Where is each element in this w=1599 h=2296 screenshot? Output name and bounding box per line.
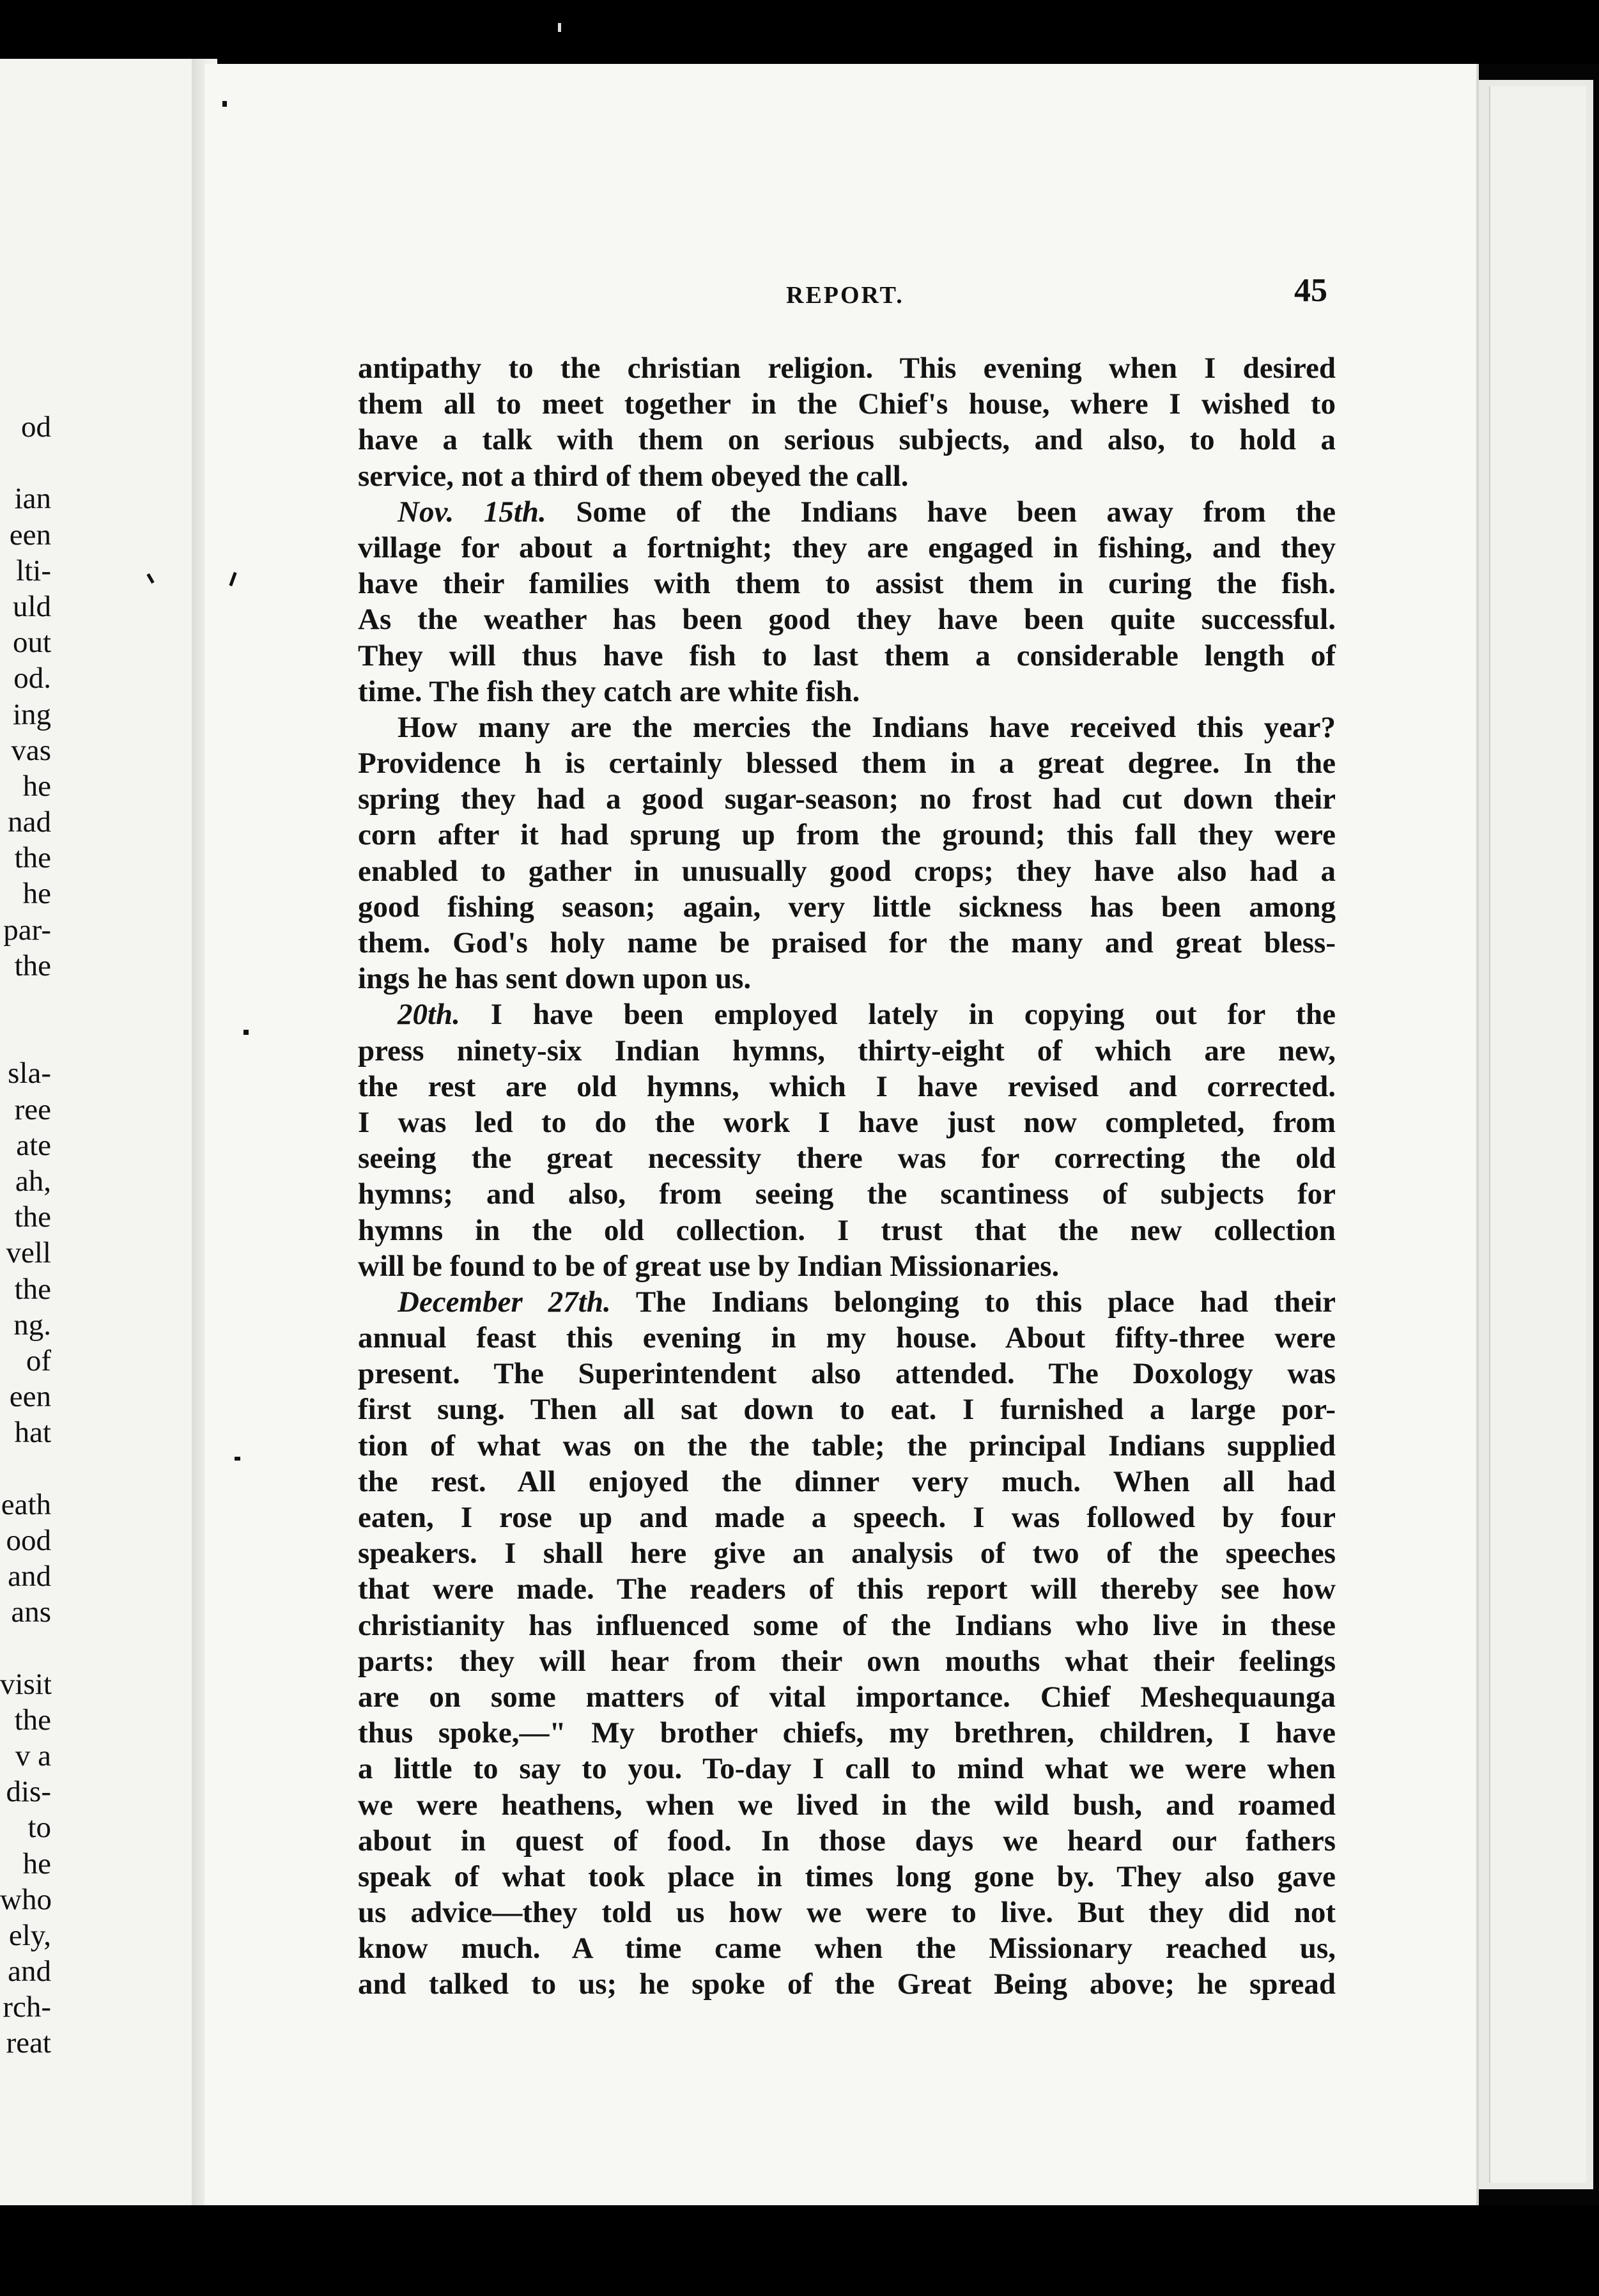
line-text: parts: they will hear from their own mouths what their feelings [358,1644,1336,1678]
facing-page-fragment: the [14,1703,51,1737]
facing-page-fragment: ing [12,697,51,731]
text-line [358,1105,1336,1140]
text-line [358,1284,1336,1320]
line-text: are on some matters of vital importance. Chief Meshequaunga [358,1680,1336,1714]
page-body-text [358,350,1336,2003]
line-text: speakers. I shall here give an analysis of two of the speeches [358,1537,1336,1571]
facing-page-fragment: sla- [8,1057,51,1090]
facing-page-fragment [0,1450,51,1486]
line-text: They will thus have fish to last them a considerable length of [358,639,1336,672]
facing-page-fragment: reat [6,2026,51,2060]
line-text: corn after it had sprung up from the ground; this fall they were [358,818,1336,852]
running-title: REPORT. [786,282,904,309]
line-text: service, not a third of them obeyed the call. [358,459,909,493]
facing-page-fragment [0,1020,51,1055]
text-line [358,1428,1336,1464]
entry-date: 20th. [398,998,460,1032]
facing-page-fragment: the [14,949,51,982]
facing-page-fragment: v a [15,1739,51,1772]
text-line [358,1320,1336,1356]
facing-page-fragment: od. [13,662,51,695]
line-text: thus spoke,—" My brother chiefs, my brethren, children, I have [358,1716,1336,1750]
facing-page-fragment [0,1630,51,1666]
facing-page-fragment: he [22,877,51,911]
line-text: about in quest of food. In those days we heard our fathers [358,1824,1336,1858]
facing-page-fragment: ree [14,1092,51,1126]
page-number: 45 [1294,272,1327,309]
facing-page-fragment: rch- [3,1990,51,2024]
line-text: seeing the great necessity there was for correcting the old [358,1142,1336,1175]
text-line [358,817,1336,853]
line-text: good fishing season; again, very little sickness has been among [358,890,1336,924]
text-line [358,997,1336,1032]
text-line [358,1033,1336,1069]
line-text: antipathy to the christian religion. This evening when I desired [358,352,1336,385]
line-text: village for about a fortnight; they are engaged in fishing, and they [358,531,1336,564]
line-text: know much. A time came when the Missionary reached us, [358,1932,1336,1966]
text-line [358,1571,1336,1607]
entry-date: Nov. 15th. [398,495,546,529]
line-text: annual feast this evening in my house. About fifty-three were [358,1321,1336,1355]
line-text: will be found to be of great use by Indian Missionaries. [358,1249,1060,1283]
line-text: the rest are old hymns, which I have revised and corrected. [358,1069,1336,1103]
facing-page-fragment: eath [1,1487,51,1521]
facing-page-fragment [0,445,51,481]
text-line [358,961,1336,997]
facing-page-fragment: who [0,1882,52,1916]
line-text: that were made. The readers of this report will thereby see how [358,1572,1336,1606]
ink-speck [222,101,227,107]
line-text: a little to say to you. To-day I call to mind what we were when [358,1752,1336,1786]
text-line [358,350,1336,386]
line-text: ings he has sent down upon us. [358,962,752,996]
line-text: and talked to us; he spoke of the Great Being above; he spread [358,1967,1336,2001]
text-line [358,1464,1336,1500]
facing-page-fragment: of [26,1344,51,1377]
line-text: How many are the mercies the Indians have received this year? [398,710,1336,744]
text-line [358,1176,1336,1212]
line-text: hymns; and also, from seeing the scantiness of subjects for [358,1177,1336,1211]
text-line [358,1213,1336,1248]
text-line [358,1643,1336,1679]
line-text: tion of what was on the the table; the principal Indians supplied [358,1429,1336,1462]
line-text: As the weather has been good they have been quite successful. [358,603,1336,637]
facing-page-fragment: od [21,410,51,444]
facing-page-fragment: nad [8,805,51,839]
line-text: speak of what took place in times long gone by. They also gave [358,1859,1336,1893]
text-line [358,638,1336,674]
line-text: spring they had a good sugar-season; no frost had cut down their [358,782,1336,816]
line-text: Providence h is certainly blessed them in a great degree. In the [358,747,1336,780]
ink-speck [235,1457,240,1461]
text-line [358,853,1336,889]
line-text: Some of the Indians have been away from the [546,495,1336,529]
text-line [358,710,1336,745]
text-line [358,1895,1336,1930]
facing-page-fragment: the [14,841,51,875]
text-line [358,1787,1336,1823]
facing-page-fragment: ate [16,1128,51,1162]
facing-page-fragment: the [14,1272,51,1306]
facing-page-fragment: ood [6,1523,51,1557]
facing-page-fragment: ans [11,1595,51,1629]
facing-page [0,59,205,2205]
facing-page-text-fragments [0,409,51,2061]
facing-page-fragment: ian [14,482,51,516]
facing-page-fragment: vell [6,1236,51,1270]
ink-speck [243,1030,249,1035]
text-line [358,601,1336,637]
line-text: eaten, I rose up and made a speech. I was followed by four [358,1501,1336,1534]
text-line [358,745,1336,781]
facing-page-fragment: par- [3,913,51,947]
facing-page-fragment: hat [14,1416,51,1450]
facing-page-fragment: ng. [13,1308,51,1342]
text-line [358,1392,1336,1427]
ink-speck [558,23,561,32]
text-line [358,386,1336,422]
text-line [358,925,1336,961]
facing-page-fragment: out [12,626,51,660]
facing-page-fragment: visit [0,1667,52,1701]
text-line [358,1356,1336,1392]
text-line [358,1535,1336,1571]
text-line [358,1859,1336,1895]
line-text: time. The fish they catch are white fish. [358,674,860,708]
text-line [358,1248,1336,1284]
text-line [358,1069,1336,1105]
text-line [358,1966,1336,2002]
line-text: us advice—they told us how we were to live. But they did not [358,1896,1336,1930]
line-text: The Indians belonging to this place had their [610,1285,1336,1319]
text-line [358,530,1336,566]
line-text: have a talk with them on serious subjects, and also, to hold a [358,423,1336,457]
facing-page-fragment: the [14,1200,51,1234]
facing-page-fragment: ah, [15,1164,51,1198]
text-line [358,1140,1336,1176]
facing-page-fragment: lti- [16,554,51,587]
facing-page-fragment: uld [12,589,51,623]
line-text: present. The Superintendent also attended. The Doxology was [358,1357,1336,1391]
line-text: hymns in the old collection. I trust that the new collection [358,1213,1336,1247]
line-text: first sung. Then all sat down to eat. I furnished a large por- [358,1393,1336,1427]
entry-date: December 27th. [398,1285,611,1319]
facing-page-fragment: and [8,1560,51,1593]
text-line [358,566,1336,601]
text-line [358,1715,1336,1751]
facing-page-fragment: vas [11,733,51,767]
line-text: I was led to do the work I have just now completed, from [358,1105,1336,1139]
facing-page-fragment [0,984,51,1020]
text-line [358,674,1336,710]
line-text: press ninety-six Indian hymns, thirty-eight of which are new, [358,1034,1336,1067]
text-line [358,458,1336,494]
text-line [358,1679,1336,1715]
line-text: them. God's holy name be praised for the many and great bless- [358,926,1336,959]
facing-page-fragment: he [22,769,51,803]
scan-background-bottom [0,2205,1599,2296]
text-line [358,781,1336,817]
facing-page-fragment: een [9,518,51,552]
facing-page-fragment: dis- [6,1775,51,1809]
line-text: have their families with them to assist them in curing the fish. [358,567,1336,601]
facing-page-fragment: he [22,1847,51,1881]
line-text: I have been employed lately in copying out for the [460,998,1336,1032]
text-line [358,1500,1336,1535]
text-line [358,1608,1336,1643]
scan-background-top [0,0,1599,64]
line-text: the rest. All enjoyed the dinner very much. When all had [358,1464,1336,1498]
text-line [358,494,1336,530]
text-line [358,422,1336,458]
line-text: christianity has influenced some of the Indians who live in these [358,1608,1336,1642]
line-text: enabled to gather in unusually good crops; they have also had a [358,854,1336,888]
text-line [358,1751,1336,1787]
facing-page-fragment: ely, [8,1918,51,1952]
text-line [358,889,1336,925]
underlying-page-edge-inner [1489,86,1586,2183]
facing-page-fragment: to [27,1811,51,1845]
facing-page-fragment: een [9,1380,51,1414]
line-text: we were heathens, when we lived in the wild bush, and roamed [358,1788,1336,1822]
text-line [358,1930,1336,1966]
line-text: them all to meet together in the Chief's house, where I wished to [358,387,1336,421]
text-line [358,1823,1336,1859]
facing-page-fragment: and [8,1955,51,1989]
